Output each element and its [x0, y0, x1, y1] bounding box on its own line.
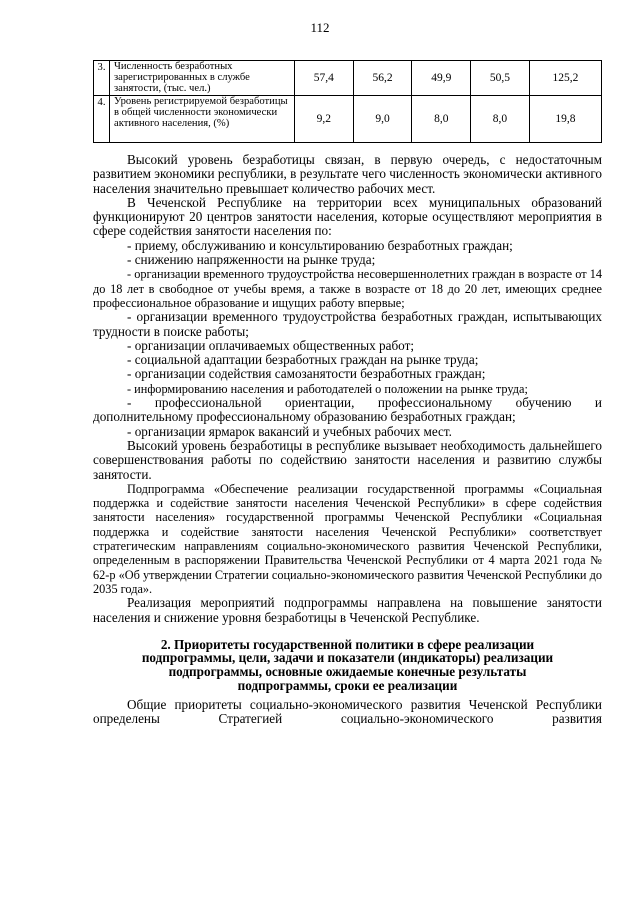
table-cell: 9,2: [295, 96, 354, 143]
table-cell: 56,2: [353, 61, 412, 96]
heading-line: подпрограммы, цели, задачи и показатели (индикаторы) реализации: [141, 650, 554, 666]
paragraph-subprogram-goal: Реализация мероприятий подпрограммы направлена на повышение занятости населения и снижение уровня безработицы в Чеченской Республике.: [93, 595, 602, 625]
table-cell: 125,2: [529, 61, 601, 96]
table-cell: 49,9: [412, 61, 471, 96]
row-label: Численность безработных зарегистрированных в службе занятости, (тыс. чел.): [110, 61, 295, 96]
list-item: - организации ярмарок вакансий и учебных рабочих мест.: [127, 423, 452, 439]
paragraph-subprogram-strategy: Подпрограмма «Обеспечение реализации государственной программы «Социальная поддержка и содействие занятости населения Чеченской Республики» в сфере содействия занятости населения» государственной программы Чеченской Республики «Социальная поддержка и содействие занятости населения Чеченской Республики» соответствует стратегическим направлениям социально-экономического развития Чеченской Республики, определенным в распоряжении Правительства Чеченской Республики от 4 марта 2021 года № 62-р «Об утверждении Стратегии социально-экономического развития Чеченской Республики до 2035 года».: [93, 481, 602, 596]
table-cell: 57,4: [295, 61, 354, 96]
row-number: 4.: [94, 96, 110, 143]
table-row: [94, 61, 602, 96]
table-cell: 9,0: [353, 96, 412, 143]
list-item: - профессиональной ориентации, профессиональному обучению и дополнительному профессиональному образованию безработных граждан;: [93, 395, 602, 425]
heading-line: подпрограммы, сроки ее реализации: [237, 677, 458, 693]
body-text: [93, 153, 602, 727]
list-item: - снижению напряженности на рынке труда;: [127, 252, 376, 268]
list-item: - организации содействия самозанятости безработных граждан;: [127, 366, 486, 382]
table-row: [94, 96, 602, 143]
list-item: - социальной адаптации безработных граждан на рынке труда;: [127, 352, 479, 368]
paragraph-employment-centers: В Чеченской Республике на территории всех муниципальных образований функционируют 20 центров занятости населения, которые осуществляют мероприятия в сфере содействия занятости населения по:: [93, 194, 602, 239]
unemployment-table: [93, 60, 602, 143]
list-item: - организации временного трудоустройства безработных граждан, испытывающих трудности в поиске работы;: [93, 309, 602, 339]
list-item: - организации оплачиваемых общественных работ;: [127, 337, 415, 353]
page-number: 112: [310, 20, 330, 35]
table-cell: 8,0: [412, 96, 471, 143]
paragraph-priorities: Общие приоритеты социально-экономического развития Чеченской Республики определены Стратегией социально-экономического развития: [93, 697, 602, 727]
list-item: - организации временного трудоустройства несовершеннолетних граждан в возрасте от 14 до 18 лет в свободное от учебы время, а также в возрасте от 18 до 20 лет, имеющих среднее профессиональное образование и ищущих работу впервые;: [93, 267, 602, 310]
heading-line: 2. Приоритеты государственной политики в сфере реализации: [160, 636, 535, 652]
table-cell: 19,8: [529, 96, 601, 143]
row-label: Уровень регистрируемой безработицы в общей численности экономически активного населения, (%): [110, 96, 295, 143]
paragraph-unemployment-causes: Высокий уровень безработицы связан, в первую очередь, с недостаточным развитием экономики республики, в результате чего численность экономически активного населения значительно превышает количество рабочих мест.: [93, 152, 602, 196]
row-number: 3.: [94, 61, 110, 96]
table-cell: 50,5: [471, 61, 530, 96]
table-cell: 8,0: [471, 96, 530, 143]
list-item: - информированию населения и работодателей о положении на рынке труда;: [127, 381, 528, 396]
section-heading: [93, 638, 602, 692]
paragraph-improvement-need: Высокий уровень безработицы в республике вызывает необходимость дальнейшего совершенствования работы по содействию занятости населения и развитию службы занятости.: [93, 437, 602, 482]
heading-line: подпрограммы, основные ожидаемые конечные результаты: [168, 663, 527, 679]
list-item: - приему, обслуживанию и консультированию безработных граждан;: [127, 237, 513, 253]
